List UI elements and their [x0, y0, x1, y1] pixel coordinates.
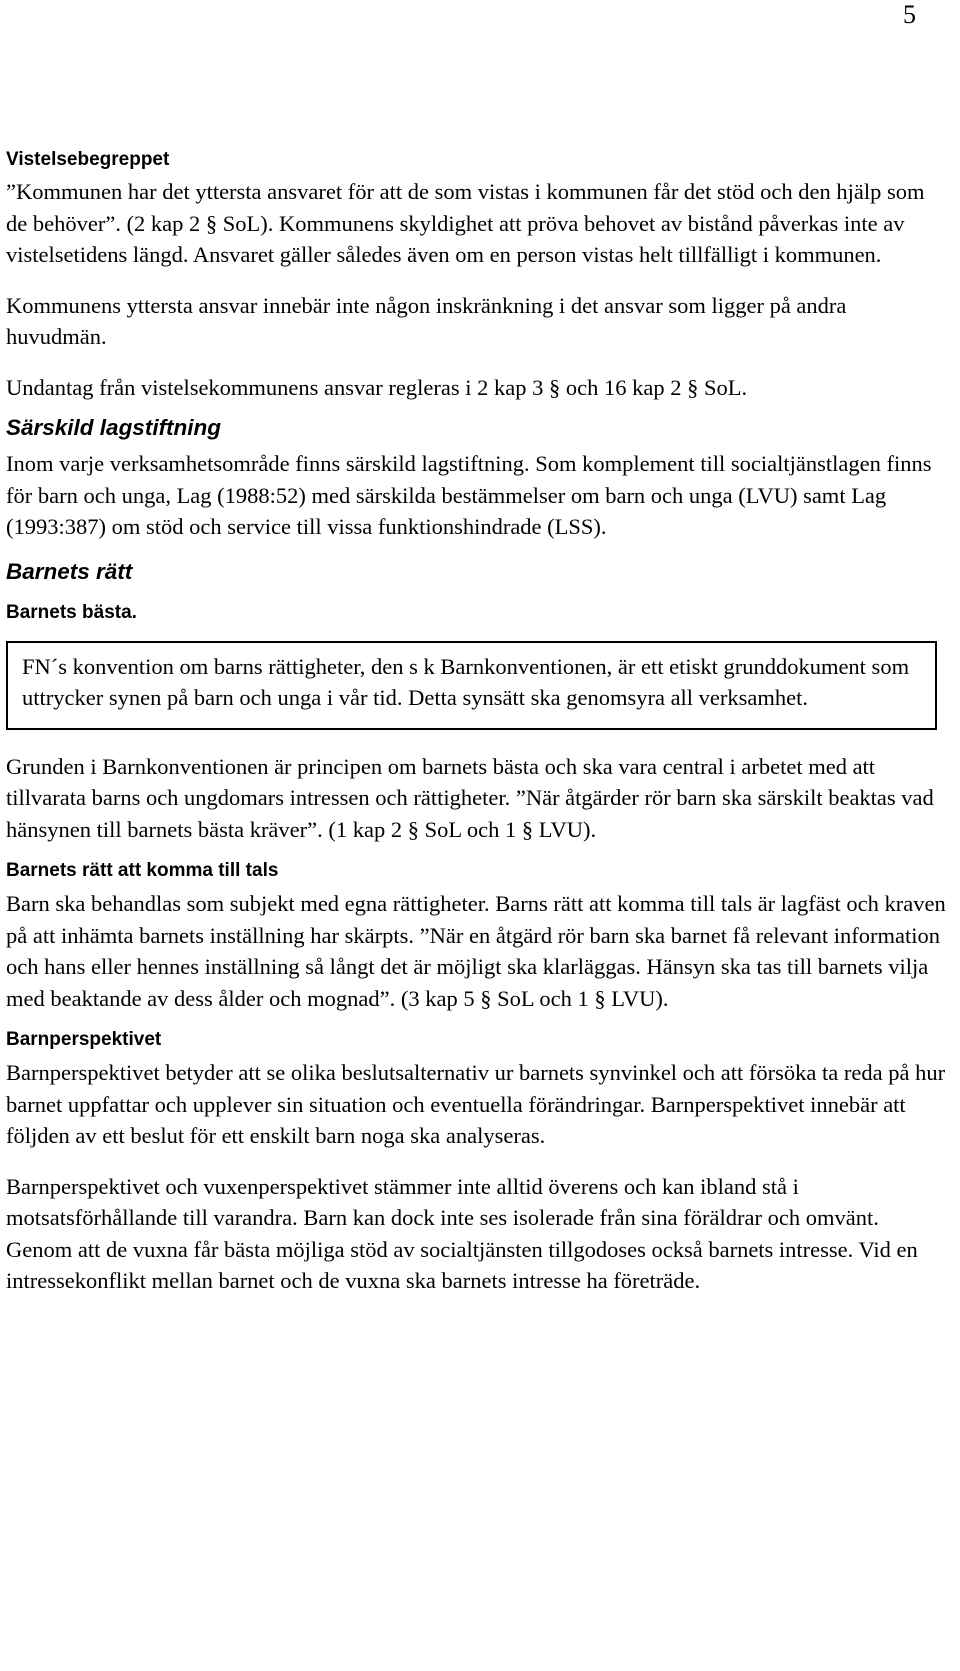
paragraph-perspektiv-2: Barnperspektivet och vuxenperspektivet stämmer inte alltid överens och kan ibland stå i motsatsförhållande till varandra. Barn kan dock inte ses isolerade från sina föräldrar och omvänt. Genom att de vuxna får bästa möjliga stöd av socialtjänsten tillgodoses också barnets intresse. Vid en intressekonflikt mellan barnet och de vuxna ska barnets intresse ha företräde.	[6, 1173, 918, 1293]
highlight-box	[6, 641, 937, 730]
section-heading-barnets-basta: Barnets bästa.	[6, 601, 137, 623]
paragraph-perspektiv-1: Barnperspektivet betyder att se olika beslutsalternativ ur barnets synvinkel och att försöka ta reda på hur barnet uppfattar och upplever sin situation och eventuella förändringar. Barnperspektivet innebär att följden av ett beslut för ett enskilt barn noga ska analyseras.	[6, 1060, 946, 1148]
section-heading-barnets-ratt: Barnets rätt	[6, 558, 133, 584]
paragraph-tals-1: Barn ska behandlas som subjekt med egna rättigheter. Barns rätt att komma till tals är lagfäst och kraven på att inhämta barnets inställning har skärpts. ”När en åtgärd rör barn ska barnet få relevant information och hans eller hennes inställning så långt det är möjligt ska klarläggas. Hänsyn ska tas till barnets vilja med beaktande av dess ålder och mognad”. (3 kap 5 § SoL och 1 § LVU).	[6, 891, 946, 1011]
section-heading-vistelse: Vistelsebegreppet	[6, 149, 170, 170]
highlight-box-text: FN´s konvention om barns rättigheter, den s k Barnkonventionen, är ett etiskt grunddokument som uttrycker synen på barn och unga i vår tid. Detta synsätt ska genomsyra all verksamhet.	[22, 653, 910, 710]
page-content	[6, 146, 946, 1297]
paragraph-vistelse-1: ”Kommunen har det yttersta ansvaret för att de som vistas i kommunen får det stöd och den hjälp som de behöver”. (2 kap 2 § SoL). Kommunens skyldighet att pröva behovet av bistånd påverkas inte av vistelsetidens längd. Ansvaret gäller således även om en person vistas helt tillfälligt i kommunen.	[6, 179, 925, 267]
paragraph-vistelse-2: Kommunens yttersta ansvar innebär inte någon inskränkning i det ansvar som ligger på andra huvudmän.	[6, 292, 847, 349]
paragraph-basta-1: Grunden i Barnkonventionen är principen om barnets bästa och ska vara central i arbetet med att tillvarata barns och ungdomars intressen och rättigheter. ”När åtgärder rör barn ska särskilt beaktas vad hänsynen till barnets bästa kräver”. (1 kap 2 § SoL och 1 § LVU).	[6, 753, 934, 842]
paragraph-sarskild-1: Inom varje verksamhetsområde finns särskild lagstiftning. Som komplement till socialtjänstlagen finns för barn och unga, Lag (1988:52) med särskilda bestämmelser om barn och unga (LVU) samt Lag (1993:387) om stöd och service till vissa funktionshindrade (LSS).	[6, 451, 932, 539]
section-heading-barnperspektivet: Barnperspektivet	[6, 1029, 162, 1050]
page-number: 5	[903, 0, 916, 29]
paragraph-vistelse-3: Undantag från vistelsekommunens ansvar regleras i 2 kap 3 § och 16 kap 2 § SoL.	[6, 374, 748, 400]
section-heading-komma-till-tals: Barnets rätt att komma till tals	[6, 860, 279, 881]
section-heading-sarskild: Särskild lagstiftning	[6, 415, 222, 440]
